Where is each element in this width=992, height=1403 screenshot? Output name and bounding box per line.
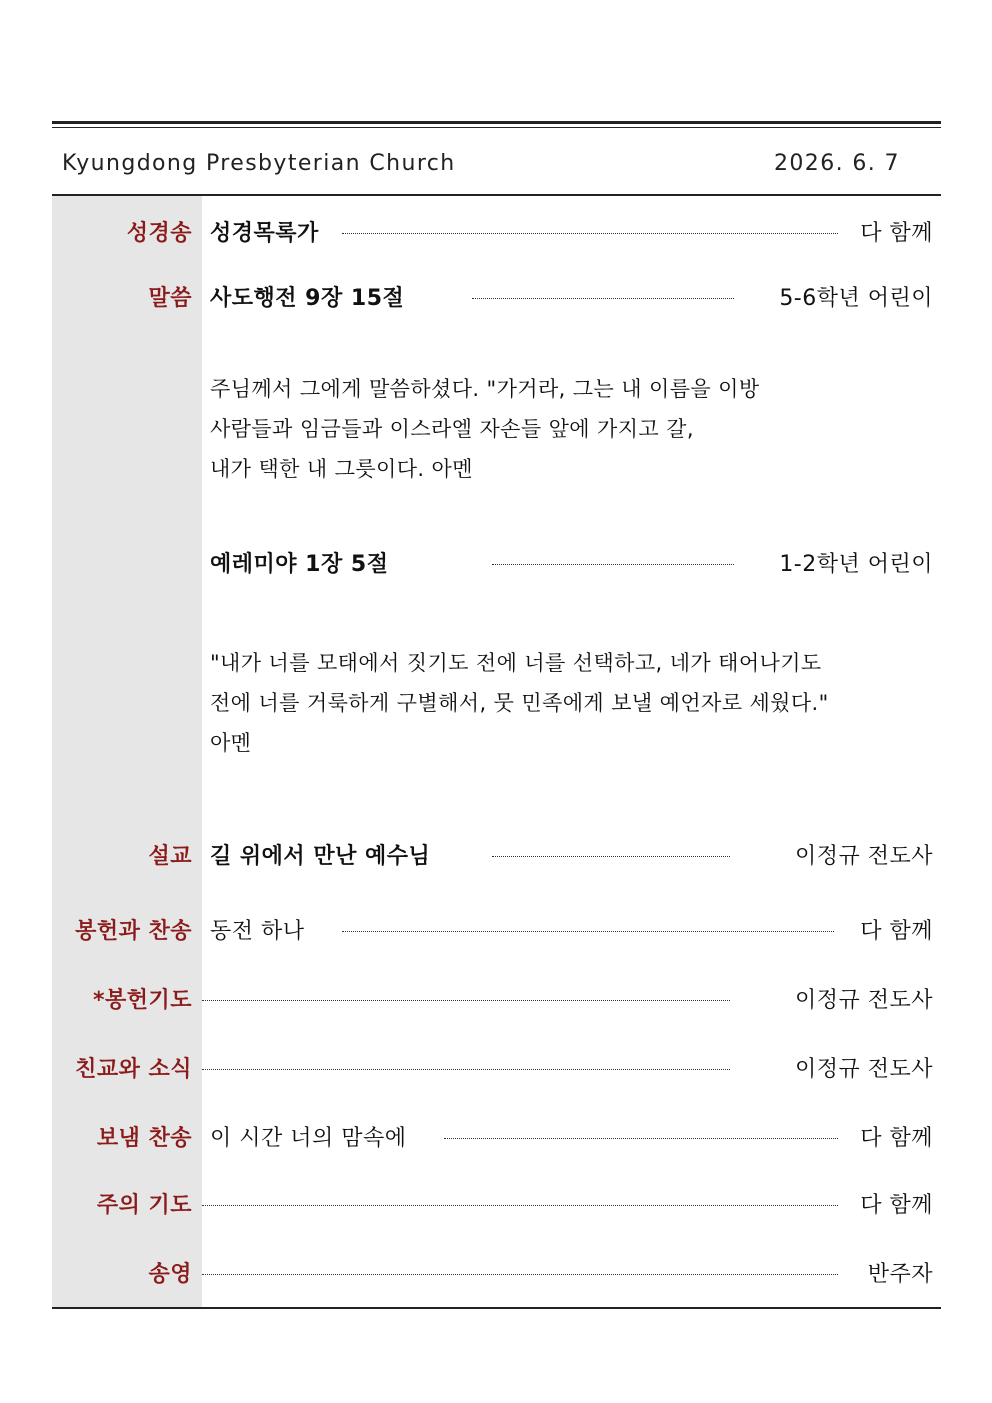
order-row-offering-hymn [52, 914, 941, 950]
dotted-leader [492, 564, 734, 565]
verse-jeremiah [210, 643, 930, 763]
order-label: 봉헌과 찬송 [75, 919, 192, 944]
dotted-leader [202, 1205, 838, 1206]
verse-line: 전에 너를 거룩하게 구별해서, 뭇 민족에게 보낼 예언자로 세웠다." [210, 691, 829, 715]
order-row-word [52, 281, 941, 317]
order-title: 이 시간 너의 맘속에 [210, 1126, 407, 1151]
order-leader: 5-6학년 어린이 [779, 286, 933, 311]
order-leader: 이정규 전도사 [794, 844, 933, 869]
dotted-leader [342, 233, 838, 234]
verse-line: "내가 너를 모태에서 짓기도 전에 너를 선택하고, 네가 태어나기도 [210, 651, 822, 675]
order-leader: 1-2학년 어린이 [779, 552, 933, 577]
order-leader: 이정규 전도사 [794, 1057, 933, 1082]
dotted-leader [492, 856, 730, 857]
order-title: 길 위에서 만난 예수님 [210, 844, 431, 869]
verse-line: 내가 택한 내 그릇이다. 아멘 [210, 457, 473, 481]
order-leader: 다 함께 [860, 919, 933, 944]
bottom-rule [52, 1307, 941, 1309]
order-title: 사도행전 9장 15절 [210, 286, 405, 311]
dotted-leader [202, 1000, 730, 1001]
order-row-lords-prayer [52, 1188, 941, 1224]
dotted-leader [472, 298, 734, 299]
dotted-leader [342, 931, 834, 932]
service-date: 2026. 6. 7 [774, 151, 900, 176]
order-title: 성경목록가 [210, 221, 319, 246]
order-label: 보냄 찬송 [96, 1126, 192, 1151]
order-leader: 다 함께 [860, 221, 933, 246]
order-row-sending-hymn [52, 1121, 941, 1157]
order-label: 말씀 [148, 286, 192, 311]
bulletin-frame [52, 121, 941, 1311]
church-name: Kyungdong Presbyterian Church [62, 151, 456, 176]
order-row-fellowship-news [52, 1052, 941, 1088]
verse-line: 사람들과 임금들과 이스라엘 자손들 앞에 가지고 갈, [210, 417, 694, 441]
order-leader: 이정규 전도사 [794, 988, 933, 1013]
dotted-leader [202, 1069, 730, 1070]
order-label: 친교와 소식 [75, 1057, 192, 1082]
order-label: 주의 기도 [96, 1193, 192, 1218]
order-row-offering-prayer [52, 983, 941, 1019]
order-title: 예레미야 1장 5절 [210, 552, 389, 577]
order-label: 설교 [148, 844, 192, 869]
order-row-bible-song [52, 216, 941, 252]
order-label: 송영 [148, 1262, 192, 1287]
order-leader: 다 함께 [860, 1193, 933, 1218]
dotted-leader [444, 1138, 838, 1139]
order-label: 성경송 [126, 221, 192, 246]
order-leader: 반주자 [867, 1262, 933, 1287]
verse-acts [210, 369, 930, 489]
order-row-doxology [52, 1257, 941, 1293]
order-title: 동전 하나 [210, 919, 305, 944]
bulletin-header [52, 128, 941, 194]
verse-line: 주님께서 그에게 말씀하셨다. "가거라, 그는 내 이름을 이방 [210, 377, 760, 401]
verse-line: 아멘 [210, 731, 252, 755]
order-label: *봉헌기도 [92, 988, 192, 1013]
top-rule-thick [52, 121, 941, 124]
order-row-jeremiah [52, 547, 941, 583]
dotted-leader [202, 1274, 838, 1275]
order-row-sermon [52, 839, 941, 875]
order-leader: 다 함께 [860, 1126, 933, 1151]
